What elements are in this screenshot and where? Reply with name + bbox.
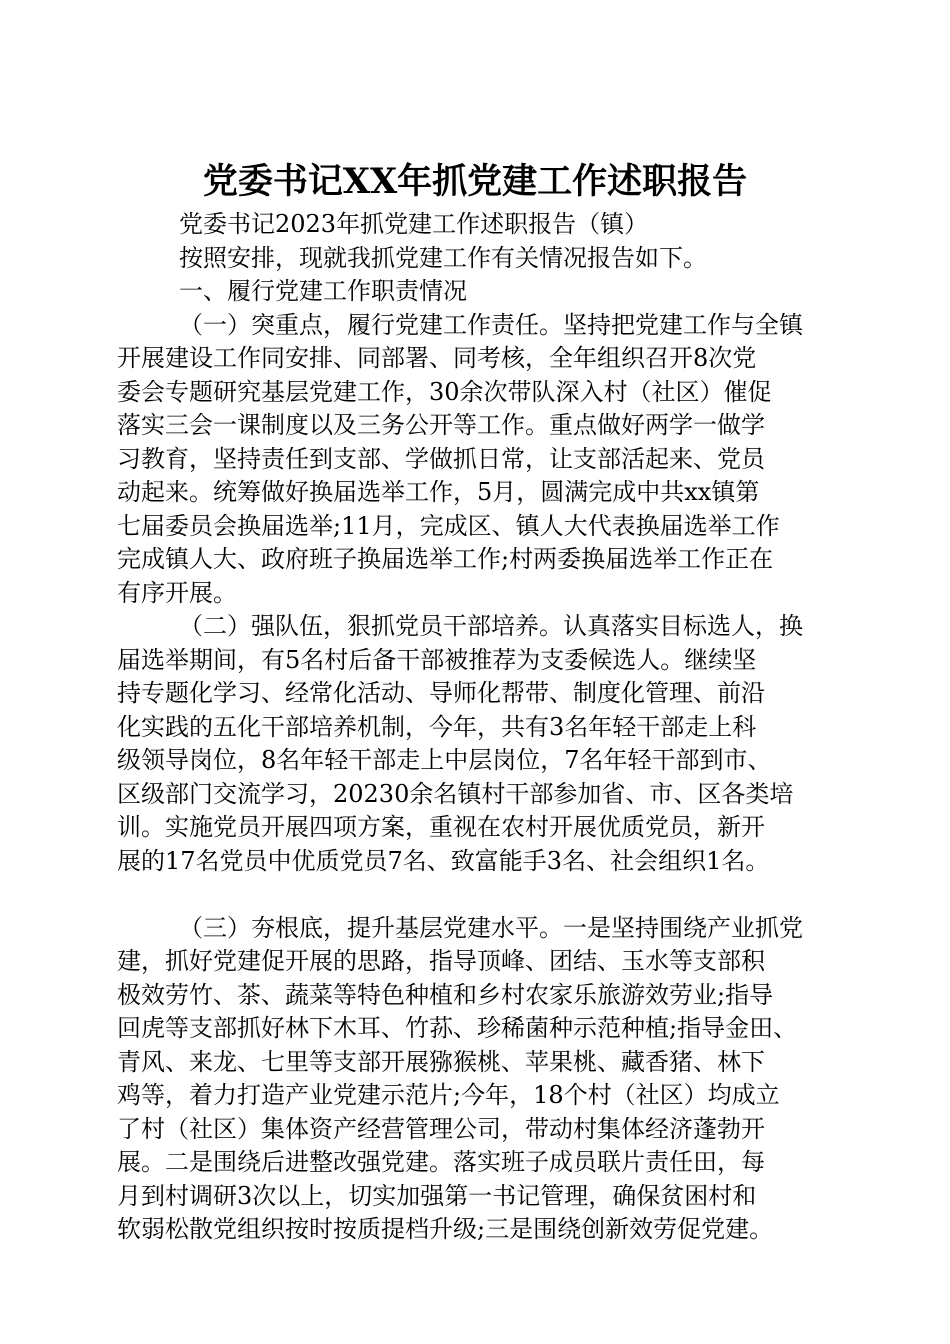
paragraph-line: 回虎等支部抓好林下木耳、竹荪、珍稀菌种示范种植;指导金田、 [117,1014,798,1042]
paragraph-line: 落实三会一课制度以及三务公开等工作。重点做好两学一做学 [117,411,765,439]
paragraph-line: 开展建设工作同安排、同部署、同考核，全年组织召开8次党 [117,344,757,372]
paragraph-line: 持专题化学习、经常化活动、导师化帮带、制度化管理、前沿 [117,679,765,707]
paragraph-line: 按照安排，现就我抓党建工作有关情况报告如下。 [179,243,707,272]
paragraph-line: 一、履行党建工作职责情况 [179,277,467,305]
paragraph-line: 展的17名党员中优质党员7名、致富能手3名、社会组织1名。 [117,846,770,875]
paragraph-line: 区级部门交流学习，20230余名镇村干部参加省、市、区各类培 [117,779,794,808]
paragraph-line: 展。二是围绕后进整改强党建。落实班子成员联片责任田，每 [117,1148,765,1176]
paragraph-line: 月到村调研3次以上，切实加强第一书记管理，确保贫困村和 [117,1181,757,1210]
paragraph-line: 化实践的五化干部培养机制，今年，共有3名年轻干部走上科 [117,712,757,741]
paragraph-line: 完成镇人大、政府班子换届选举工作;村两委换届选举工作正在 [117,545,774,573]
paragraph-line: 级领导岗位，8名年轻干部走上中层岗位，7名年轻干部到市、 [117,746,772,774]
paragraph-line: （一）突重点，履行党建工作责任。坚持把党建工作与全镇 [179,310,803,339]
paragraph-line: 训。实施党员开展四项方案，重视在农村开展优质党员，新开 [117,813,765,841]
blank-line [117,878,833,912]
paragraph-line: 有序开展。 [117,578,237,607]
paragraph-line: （二）强队伍，狠抓党员干部培养。认真落实目标选人，换 [179,612,803,640]
document-title: 党委书记XX年抓党建工作述职报告 [202,161,748,202]
paragraph-line: （三）夯根底，提升基层党建水平。一是坚持围绕产业抓党 [179,913,803,942]
paragraph-line: 委会专题研究基层党建工作，30余次带队深入村（社区）催促 [117,377,772,406]
paragraph-line: 了村（社区）集体资产经营管理公司，带动村集体经济蓬勃开 [117,1114,765,1143]
paragraph-line: 软弱松散党组织按时按质提档升级;三是围绕创新效劳促党建。 [117,1215,774,1243]
paragraph-line: 极效劳竹、茶、蔬菜等特色种植和乡村农家乐旅游效劳业;指导 [117,980,774,1009]
document-body [117,208,833,1247]
paragraph-line: 建，抓好党建促开展的思路，指导顶峰、团结、玉水等支部积 [117,947,765,975]
paragraph-line: 党委书记2023年抓党建工作述职报告（镇） [179,210,649,238]
paragraph-line: 青风、来龙、七里等支部开展猕猴桃、苹果桃、藏香猪、林下 [117,1047,765,1076]
paragraph-line: 动起来。统筹做好换届选举工作，5月，圆满完成中共xx镇第 [117,478,760,506]
paragraph-line: 鸡等，着力打造产业党建示范片;今年，18个村（社区）均成立 [117,1081,780,1109]
paragraph-line: 七届委员会换届选举;11月，完成区、镇人大代表换届选举工作 [117,511,780,540]
paragraph-line: 习教育，坚持责任到支部、学做抓日常，让支部活起来、党员 [117,444,765,473]
paragraph-line: 届选举期间，有5名村后备干部被推荐为支委候选人。继续坚 [117,645,757,674]
